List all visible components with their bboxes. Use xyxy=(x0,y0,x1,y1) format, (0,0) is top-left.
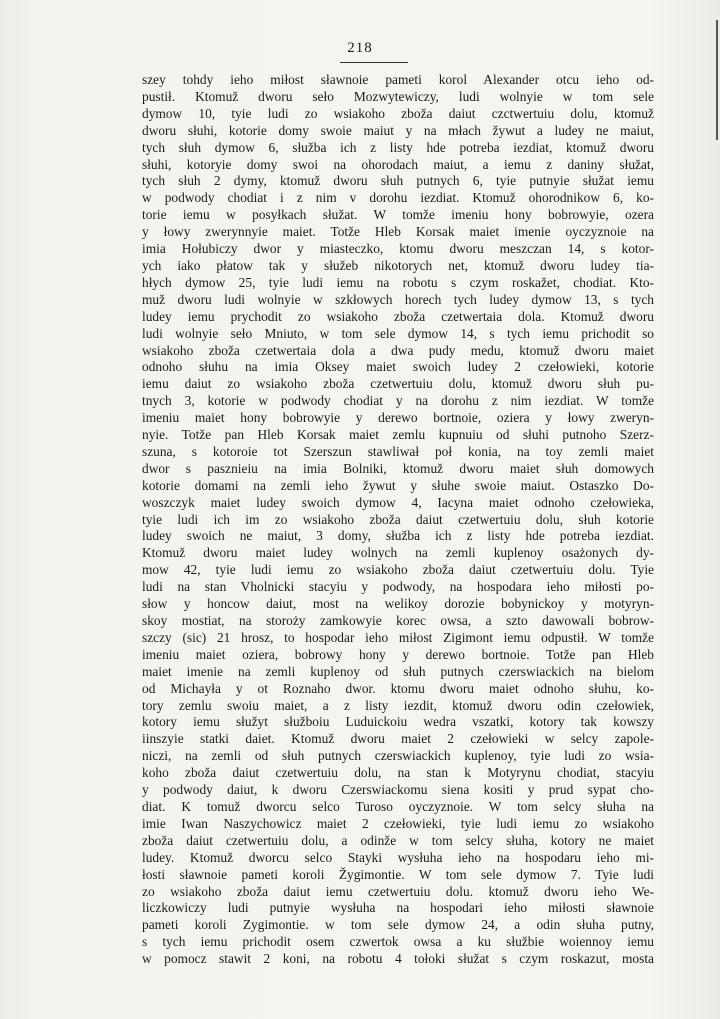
text-line: kotory iemu słužyt słužboiu Luduickoiu wedra vszatki, kotory tak kowszy xyxy=(142,714,654,730)
text-line: ludey swoich ne maiut, 3 domy, słužba ich z listy hde potreba iezdiat. xyxy=(142,528,654,544)
text-line: dymow 10, tyie ludi zo wsiakoho zboža daiut czctwertuiu dolu, ktomuž xyxy=(142,105,654,121)
text-line: ludey iemu prychodit zo wsiakoho zboža czetwertaia dola. Ktomuž dworu xyxy=(142,308,654,324)
text-line: ludey. Ktomuž dworcu selco Stayki wysłuha ieho na hospodaru ieho mi- xyxy=(142,849,654,865)
text-line: ych iako płatow tak y słužeb nikotorych net, ktomuž dworu ludey tia- xyxy=(142,257,654,273)
text-line: szey tohdy ieho miłost sławnoie pameti korol Alexander otcu ieho od- xyxy=(142,72,654,87)
text-line: w podwody chodiat i z nim v dorohu iezdiat. Ktomuž ohorodnikow 6, ko- xyxy=(142,190,654,206)
text-line: zboža daiut czetwertuiu dolu, a odinže w tom selcy słuha, kotory ne maiet xyxy=(142,832,654,848)
text-line: dworu słuhi, kotorie domy swoie maiut y na młach žywut a ludey ne maiut, xyxy=(142,122,654,138)
text-line: woszczyk maiet ludey swoich dymow 4, Iacyna maiet odnoho czełowieka, xyxy=(142,494,654,510)
text-line: iinszyie statki daiet. Ktomuž dworu maiet 2 czełowieki w selcy zapole- xyxy=(142,731,654,747)
text-line: łosti sławnoie pameti koroli Žygimontie. W tom sele dymow 7. Tyie ludi xyxy=(142,866,654,882)
text-line: tnych 3, kotorie w podwody chodiat y na dorohu z nim iezdiat. W tomže xyxy=(142,393,654,409)
page-edge-mark xyxy=(716,20,718,140)
text-line: torie iemu w posyłkach słužat. W tomže imeniu hony bobrowyie, ozera xyxy=(142,207,654,223)
text-line: tych słuh 2 dymy, ktomuž dworu słuh putnych 6, tyie putnyie słužat iemu xyxy=(142,173,654,189)
page-number: 218 xyxy=(347,40,373,56)
text-line: diat. K tomuž dworcu selco Turoso oyczyznoie. W tom selcy słuha na xyxy=(142,798,654,814)
text-line: niczi, na zemli od słuh putnych czerswiackich kuplenoy, tyie ludi zo wsia- xyxy=(142,748,654,764)
text-line: odnoho słuhu na imia Oksey maiet swoich ludey 2 czełowieki, kotorie xyxy=(142,359,654,375)
text-line: mow 42, tyie ludi iemu zo wsiakoho zboža daiut czetwertuiu dolu. Tyie xyxy=(142,562,654,578)
text-line: w pomocz stawit 2 koni, na robotu 4 tołoki słužat s czym roskazut, mosta xyxy=(142,951,654,967)
text-line: od Michayła y ot Roznaho dwor. ktomu dworu maiet odnoho słuhu, ko- xyxy=(142,680,654,696)
text-line: dwor s pasznieiu na imia Bolniki, ktomuž dworu maiet słuh domowych xyxy=(142,460,654,476)
text-line: iemu daiut zo wsiakoho zboža czetwertuiu dolu, ktomuž dworu słuh pu- xyxy=(142,376,654,392)
text-line: wsiakoho zboža czetwertaia dola a dwa pudy medu, ktomuž dworu maiet xyxy=(142,342,654,358)
text-line: słuhi, kotoryie domy swoi na ohorodach maiut, a iemu z daniny słužat, xyxy=(142,156,654,172)
text-line: tych słuh dymow 6, słužba ich z listy hde potreba iezdiat, ktomuž dworu xyxy=(142,139,654,155)
text-line: imeniu maiet hony bobrowyie y derewo bortnoie, oziera y łowy zweryn- xyxy=(142,410,654,426)
text-line: słow y honcow daiut, most na welikoy dorozie bobynickoy y motyryn- xyxy=(142,596,654,612)
text-line: hłych dymow 25, tyie ludi iemu na robotu s czym roskažet, chodiat. Kto- xyxy=(142,274,654,290)
text-line: nyie. Totže pan Hleb Korsak maiet zemlu kupnuiu od słuhi putnoho Szerz- xyxy=(142,427,654,443)
text-line: Ktomuž dworu maiet ludey wolnych na zemli kuplenoy osażonych dy- xyxy=(142,545,654,561)
text-line: szuna, s kotoroie tot Szerszun stawliwał poł konia, na toy zemli maiet xyxy=(142,443,654,459)
text-line: skoy mostiat, na storoży zamkowyie korec owsa, a szto dawowali bobrow- xyxy=(142,613,654,628)
page-number-rule xyxy=(340,62,408,63)
text-line: y łowy zwerynnyie maiet. Totže Hleb Korsak maiet imenie oyczyznoie na xyxy=(142,224,654,240)
text-line: ludi na stan Vholnicki stacyiu y podwody, na hospodara ieho miłosti po- xyxy=(142,579,654,595)
text-line: maiet imenie na zemli kuplenoy od słuh putnych czerswiackich na bielom xyxy=(142,663,654,679)
text-line: ludi wolnyie seło Mniuto, w tom sele dymow 14, s tych iemu prichodit so xyxy=(142,325,654,341)
text-line: muž dworu ludi wolnyie w szkłowych horech tych ludey dymow 13, s tych xyxy=(142,291,654,307)
text-line: s tych iemu prichodit osem czwertok owsa a ku słužbie woiennoy iemu xyxy=(142,934,654,950)
text-line: imie Iwan Naszychowicz maiet 2 czełowieki, tyie ludi iemu zo wsiakoho xyxy=(142,815,654,831)
text-line: pameti koroli Zygimontie. w tom sele dymow 24, a odin słuha putny, xyxy=(142,917,654,933)
text-line: koho zboža daiut czetwertuiu dolu, na stan k Motyrynu chodiat, stacyiu xyxy=(142,765,654,781)
text-line: zo wsiakoho zboža daiut iemu czetwertuiu dolu. ktomuž dworu ieho We- xyxy=(142,883,654,899)
text-line: liczkowiczy ludi putnyie wysłuha na hospodari ieho miłosti sławnoie xyxy=(142,900,654,916)
text-line: imeniu maiet oziera, bobrowy hony y derewo bortnoie. Totže pan Hleb xyxy=(142,646,654,662)
body-text xyxy=(142,72,654,968)
text-line: imia Hołubiczy dwor y miasteczko, ktomu dworu meszczan 14, s kotor- xyxy=(142,241,654,257)
text-line: tyie ludi ich im zo wsiakoho zboža daiut czetwertuiu dolu, słuh kotorie xyxy=(142,511,654,527)
text-line: y podwody daiut, k dworu Czerswiackomu siena kositi y prud sypat cho- xyxy=(142,782,654,798)
text-line: kotorie domami na zemli ieho žywut y słuhe swoie maiut. Ostaszko Do- xyxy=(142,477,654,493)
text-line: pustił. Ktomuž dworu seło Mozwytewiczy, ludi wolnyie w tom sele xyxy=(142,88,654,104)
text-line: tory zemlu swoiu maiet, a z listy iezdit, ktomuž dworu odin czełowiek, xyxy=(142,697,654,713)
text-line: szczy (sic) 21 hrosz, to hospodar ieho miłost Zigimont iemu odpustił. W tomže xyxy=(142,629,654,645)
